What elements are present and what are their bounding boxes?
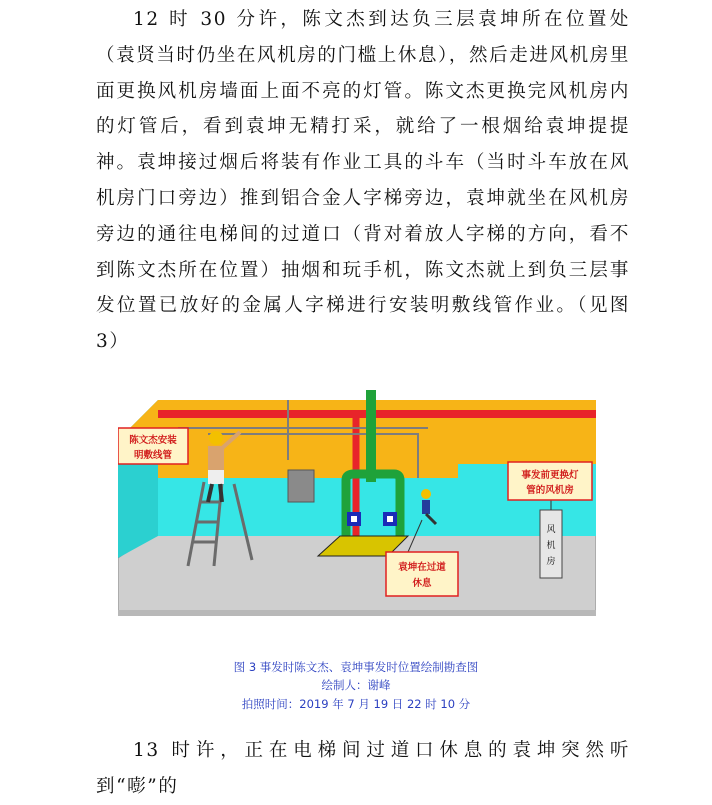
wall-panel: [288, 470, 314, 502]
red-pipe-top: [158, 410, 596, 418]
svg-text:休息: 休息: [412, 578, 432, 589]
door-sign-char: 风: [546, 525, 556, 535]
body-paragraph: 12 时 30 分许，陈文杰到达负三层袁坤所在位置处（袁贤当时仍坐在风机房的门槛上休息），然后走进风机房里面更换风机房墙面上面不亮的灯管。陈文杰更换完风机房内的灯管后，看到袁坤无精打采，就给了一根烟给袁坤提提神。袁坤接过烟后将装有作业工具的斗车（当时斗车放在风机房门口旁边）推到铝合金人字梯旁边，袁坤就坐在风机房旁边的通往电梯间的过道口（背对着放人字梯的方向，看不到陈文杰所在位置）抽烟和玩手机，陈文杰就上到负三层事发位置已放好的金属人字梯进行安装明敷线管作业。（见图 3）: [96, 9, 630, 353]
door-sign-char: 房: [546, 557, 556, 567]
figure-caption: 图 3 事发时陈文杰、袁坤事发时位置绘制勘查图: [233, 660, 479, 674]
svg-text:管的风机房: 管的风机房: [526, 485, 574, 496]
floor-edge: [118, 610, 596, 616]
green-pipe: [366, 390, 376, 482]
door-sign-char: 机: [546, 541, 556, 551]
figure-author: 绘制人：谢峰: [321, 678, 391, 692]
svg-text:袁坤在过道: 袁坤在过道: [398, 562, 446, 573]
figure-time: 拍照时间：2019 年 7 月 19 日 22 时 10 分: [241, 697, 471, 711]
svg-text:明敷线管: 明敷线管: [133, 450, 173, 461]
svg-text:事发前更换灯: 事发前更换灯: [521, 470, 579, 481]
site-diagram: [118, 380, 596, 616]
body-paragraph: 13 时许，正在电梯间过道口休息的袁坤突然听到“嘭”的: [96, 740, 630, 797]
label-worker: [118, 428, 188, 464]
svg-text:陈文杰安装: 陈文杰安装: [129, 435, 177, 446]
